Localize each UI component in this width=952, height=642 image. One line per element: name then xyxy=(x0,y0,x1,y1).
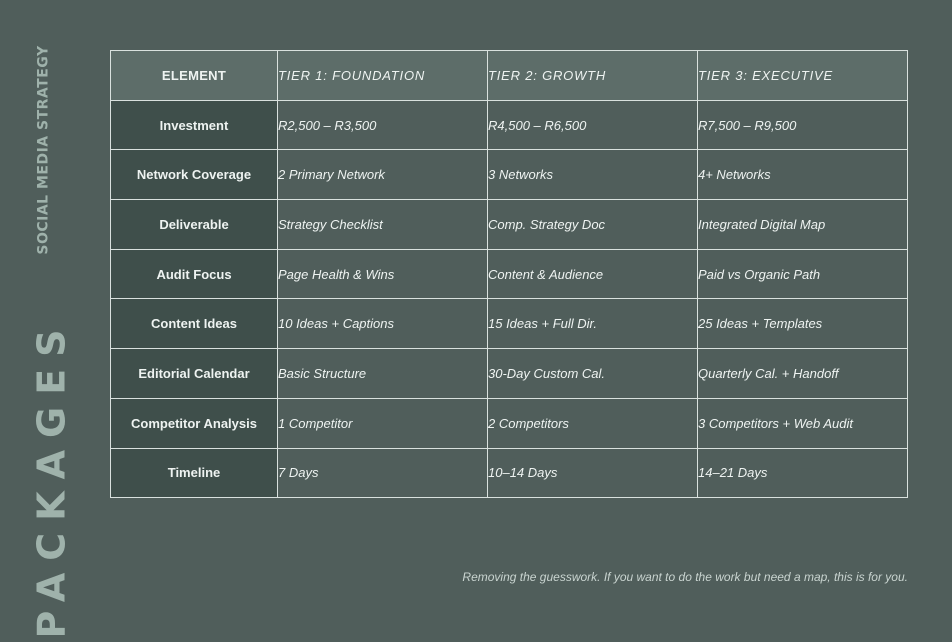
row-label: Network Coverage xyxy=(111,150,278,200)
cell-tier-2: Comp. Strategy Doc xyxy=(488,200,698,250)
header-tier-3: TIER 3: EXECUTIVE xyxy=(698,51,908,101)
cell-tier-2: 10–14 Days xyxy=(488,448,698,498)
cell-tier-1: R2,500 – R3,500 xyxy=(278,100,488,150)
table-row xyxy=(111,100,908,150)
header-tier-1: TIER 1: FOUNDATION xyxy=(278,51,488,101)
row-label: Audit Focus xyxy=(111,249,278,299)
table-row xyxy=(111,299,908,349)
cell-tier-2: 2 Competitors xyxy=(488,398,698,448)
cell-tier-2: Content & Audience xyxy=(488,249,698,299)
table-row xyxy=(111,398,908,448)
side-title-small xyxy=(26,45,62,255)
row-label: Editorial Calendar xyxy=(111,349,278,399)
row-label: Deliverable xyxy=(111,200,278,250)
cell-tier-1: 2 Primary Network xyxy=(278,150,488,200)
cell-tier-3: 4+ Networks xyxy=(698,150,908,200)
cell-tier-3: 25 Ideas + Templates xyxy=(698,299,908,349)
row-label: Investment xyxy=(111,100,278,150)
cell-tier-1: 1 Competitor xyxy=(278,398,488,448)
cell-tier-3: 3 Competitors + Web Audit xyxy=(698,398,908,448)
cell-tier-2: R4,500 – R6,500 xyxy=(488,100,698,150)
row-label: Competitor Analysis xyxy=(111,398,278,448)
header-element: ELEMENT xyxy=(111,51,278,101)
table-row xyxy=(111,249,908,299)
side-title-large xyxy=(12,317,92,639)
cell-tier-2: 15 Ideas + Full Dir. xyxy=(488,299,698,349)
cell-tier-3: R7,500 – R9,500 xyxy=(698,100,908,150)
table-row xyxy=(111,448,908,498)
cell-tier-3: Integrated Digital Map xyxy=(698,200,908,250)
packages-table xyxy=(110,50,908,498)
header-tier-2: TIER 2: GROWTH xyxy=(488,51,698,101)
cell-tier-3: Quarterly Cal. + Handoff xyxy=(698,349,908,399)
table-header-row xyxy=(111,51,908,101)
table-row xyxy=(111,150,908,200)
cell-tier-2: 30-Day Custom Cal. xyxy=(488,349,698,399)
cell-tier-1: 7 Days xyxy=(278,448,488,498)
table-row xyxy=(111,349,908,399)
tagline: Removing the guesswork. If you want to do the work but need a map, this is for you. xyxy=(462,570,908,584)
cell-tier-3: 14–21 Days xyxy=(698,448,908,498)
cell-tier-1: 10 Ideas + Captions xyxy=(278,299,488,349)
side-title-large-text: PACKAGES xyxy=(30,317,74,639)
side-title-small-text: SOCIAL MEDIA STRATEGY xyxy=(36,45,53,255)
cell-tier-3: Paid vs Organic Path xyxy=(698,249,908,299)
cell-tier-1: Strategy Checklist xyxy=(278,200,488,250)
table-row xyxy=(111,200,908,250)
cell-tier-1: Basic Structure xyxy=(278,349,488,399)
row-label: Timeline xyxy=(111,448,278,498)
cell-tier-1: Page Health & Wins xyxy=(278,249,488,299)
row-label: Content Ideas xyxy=(111,299,278,349)
cell-tier-2: 3 Networks xyxy=(488,150,698,200)
